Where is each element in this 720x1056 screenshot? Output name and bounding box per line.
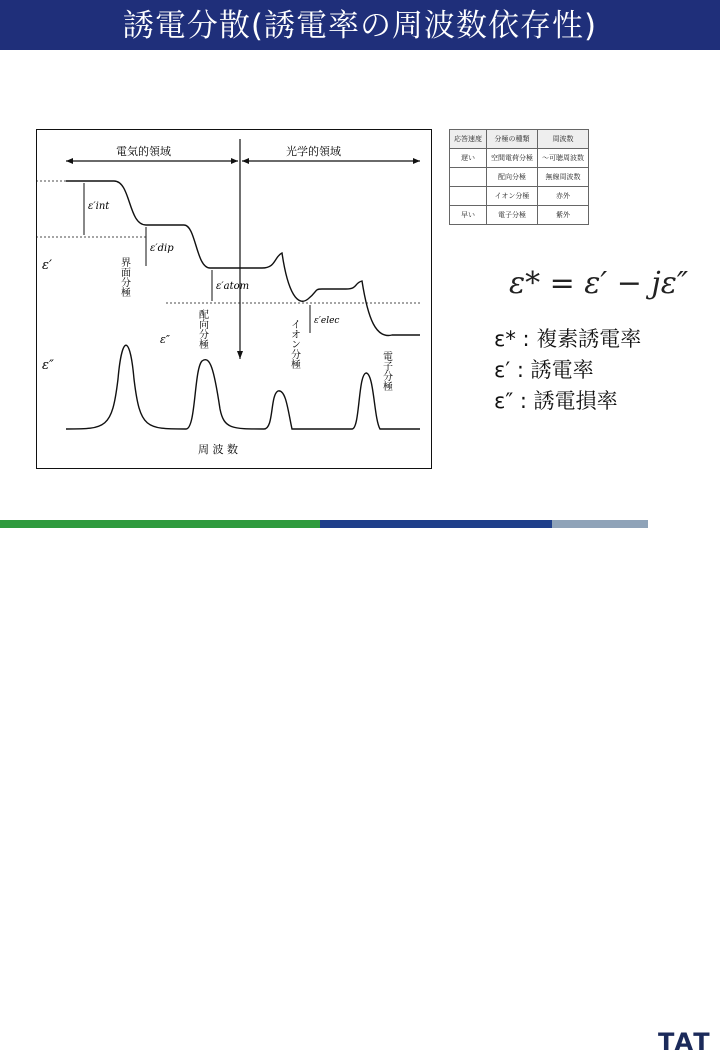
table-cell: 配向分極 <box>487 168 538 187</box>
table-row <box>450 206 589 225</box>
table-cell: 空間電荷分極 <box>487 149 538 168</box>
eps-elec-label: ε′elec <box>314 316 340 326</box>
electronic-polarization-label: 電子分極 <box>380 351 392 391</box>
legend-row <box>494 324 641 355</box>
table-cell: 無線周波数 <box>538 168 589 187</box>
eps-dip-label: ε′dip <box>150 243 174 254</box>
legend-row <box>494 355 641 386</box>
legend-row <box>494 386 641 417</box>
dielectric-dispersion-diagram <box>36 129 432 469</box>
footer-bar-green <box>0 520 320 528</box>
complex-permittivity-equation: ε* = ε′ − jε″ <box>509 266 689 301</box>
footer-bar-gray <box>552 520 648 528</box>
table-cell: イオン分極 <box>487 187 538 206</box>
tat-logo: TAT <box>658 1028 712 1056</box>
legend-separator: : <box>519 389 534 413</box>
legend-separator: : <box>516 358 531 382</box>
legend-text: 誘電率 <box>530 358 594 382</box>
legend-text: 誘電損率 <box>533 389 618 413</box>
legend-symbol: ε″ <box>494 389 514 413</box>
slide-title: 誘電分散(誘電率の周波数依存性) <box>122 8 598 44</box>
title-bar <box>0 0 720 50</box>
diagram-frame <box>36 129 432 469</box>
legend-text: 複素誘電率 <box>536 327 642 351</box>
legend-symbol: ε′ <box>494 358 511 382</box>
legend-symbol: ε* <box>494 327 516 351</box>
table-row <box>450 149 589 168</box>
electric-region-label: 電気的領域 <box>116 145 171 158</box>
eps-double-prime-label: ε″ <box>160 333 171 346</box>
eps-double-prime-axis-label: ε″ <box>42 358 54 373</box>
polarization-table-box <box>449 129 589 225</box>
polarization-table <box>449 129 589 225</box>
table-header-row <box>450 130 589 149</box>
table-header: 分極の種類 <box>487 130 538 149</box>
eps-prime-axis-label: ε′ <box>42 258 52 273</box>
orientation-polarization-label: 配向分極 <box>196 309 208 349</box>
footer <box>0 514 720 1056</box>
frequency-axis-label: 周 波 数 <box>198 443 238 456</box>
optical-region-label: 光学的領域 <box>286 145 341 158</box>
eps-int-label: ε′int <box>88 201 110 212</box>
ionic-polarization-label: イオン分極 <box>288 319 300 369</box>
footer-bar-blue <box>320 520 552 528</box>
table-cell <box>450 168 487 187</box>
table-header: 応答速度 <box>450 130 487 149</box>
table-row <box>450 187 589 206</box>
table-cell: 赤外 <box>538 187 589 206</box>
legend-separator: : <box>522 327 537 351</box>
table-cell: 紫外 <box>538 206 589 225</box>
table-row <box>450 168 589 187</box>
interface-polarization-label: 界面分極 <box>118 257 130 297</box>
table-cell: 早い <box>450 206 487 225</box>
table-header: 周波数 <box>538 130 589 149</box>
table-cell: 電子分極 <box>487 206 538 225</box>
table-cell: ～可聴周波数 <box>538 149 589 168</box>
table-cell <box>450 187 487 206</box>
symbol-legend <box>494 324 641 417</box>
eps-atom-label: ε′atom <box>216 281 250 292</box>
table-cell: 遅い <box>450 149 487 168</box>
